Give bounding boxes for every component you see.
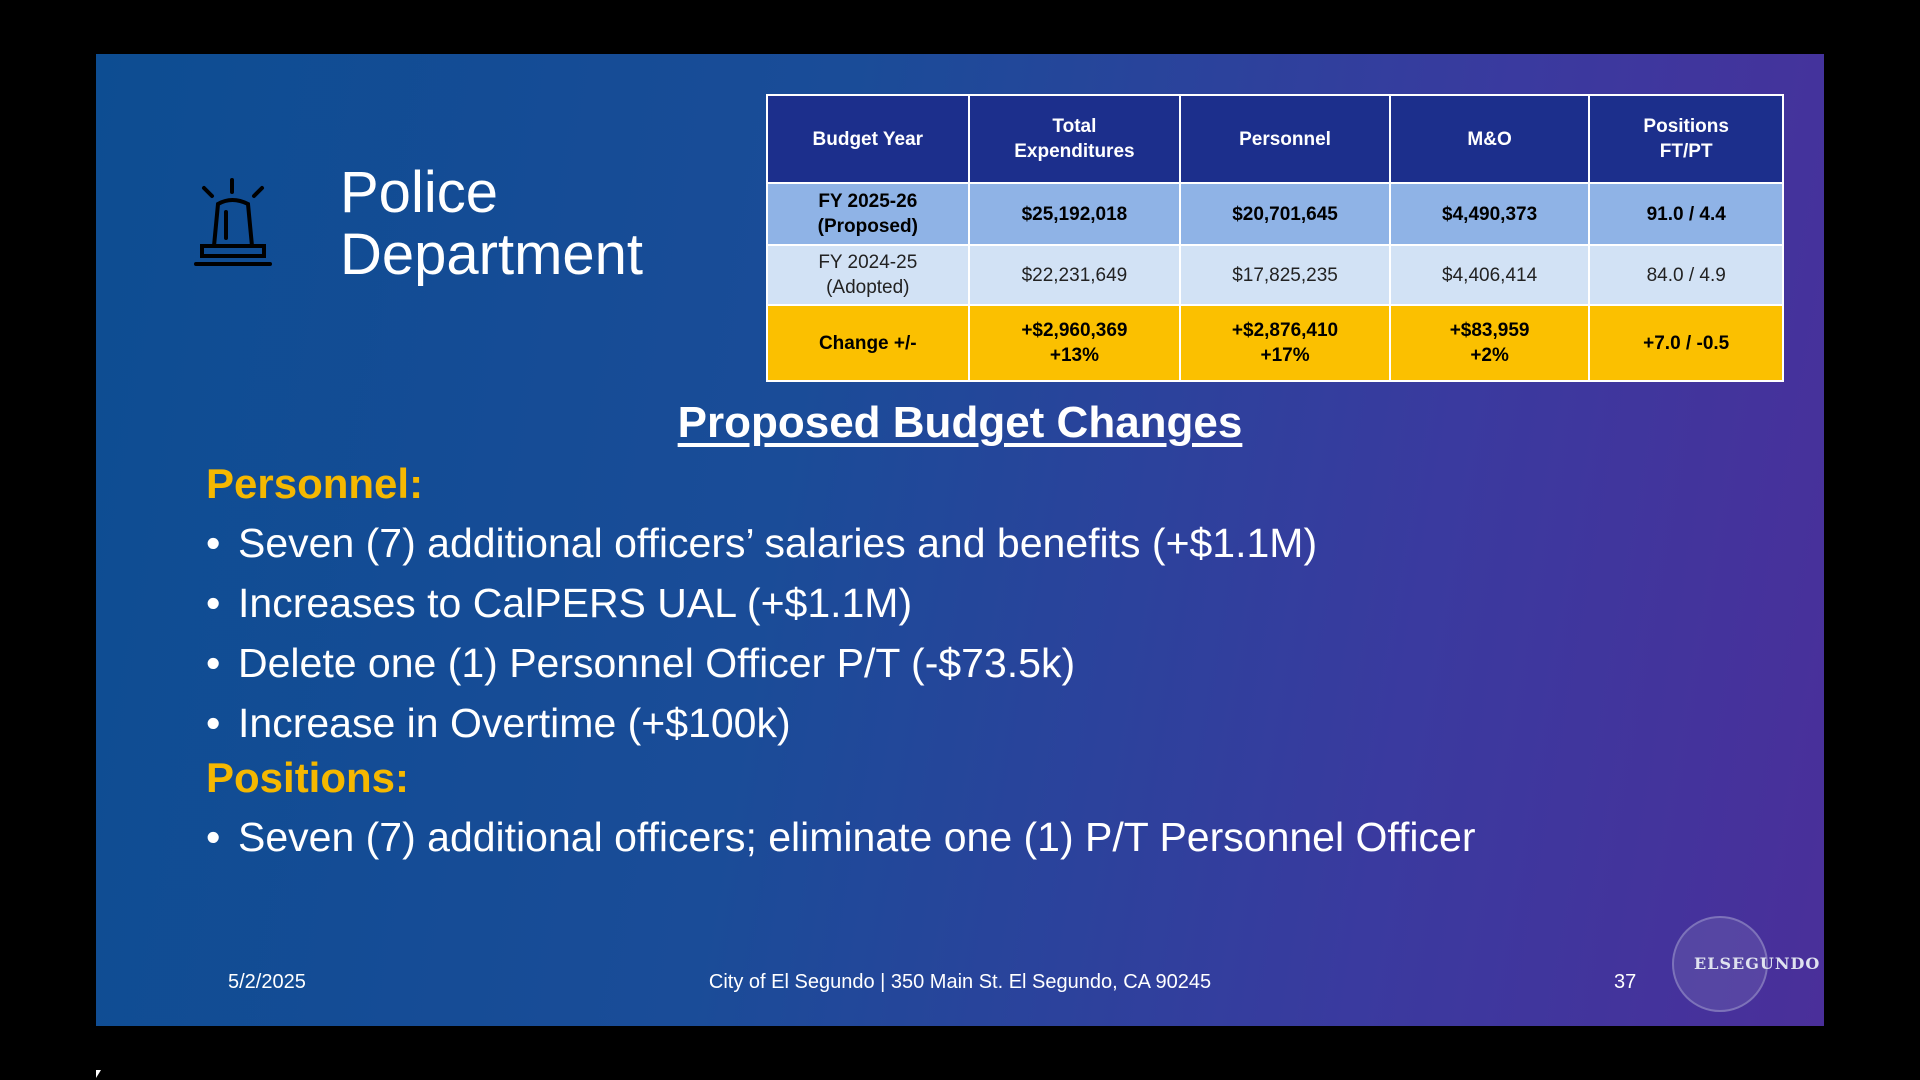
title-line-2: Department	[340, 222, 644, 287]
cell-change-mo	[1390, 305, 1590, 381]
cell-change-total	[969, 305, 1181, 381]
table-row	[767, 245, 1783, 305]
footer-date: 5/2/2025	[228, 971, 306, 993]
cell-change-positions: +7.0 / -0.5	[1589, 305, 1783, 381]
city-logo-text: ELSEGUNDO	[1694, 954, 1821, 973]
header-mo: M&O	[1390, 95, 1590, 183]
header-total-expenditures-text: Total Expenditures	[1014, 116, 1135, 162]
year-line-1: FY 2025-26	[818, 191, 918, 212]
list-item-text: Increases to CalPERS UAL (+$1.1M)	[238, 580, 913, 626]
siren-icon	[186, 176, 286, 276]
change-amount: +$2,876,410	[1231, 320, 1339, 341]
cell-change-label: Change +/-	[767, 305, 969, 381]
mouse-cursor-icon	[96, 1070, 101, 1078]
change-percent: +2%	[1470, 345, 1509, 366]
year-line-2: (Adopted)	[826, 277, 910, 298]
list-item: • Delete one (1) Personnel Officer P/T (-$73.5k)	[206, 640, 1076, 686]
list-item-text: Increase in Overtime (+$100k)	[238, 700, 791, 746]
change-amount: +$2,960,369	[1021, 320, 1128, 341]
header-budget-year: Budget Year	[767, 95, 969, 183]
page-number: 37	[1614, 971, 1637, 993]
presentation-slide	[96, 54, 1824, 1026]
cell-mo: $4,490,373	[1390, 183, 1590, 245]
positions-list	[206, 807, 1475, 867]
personnel-label: Personnel:	[206, 460, 424, 507]
list-item: • Increases to CalPERS UAL (+$1.1M)	[206, 580, 913, 626]
table-row	[767, 183, 1783, 245]
section-heading: Proposed Budget Changes	[677, 398, 1243, 447]
header-positions-text: Positions FT/PT	[1643, 116, 1729, 162]
list-item: • Seven (7) additional officers’ salaries and benefits (+$1.1M)	[206, 520, 1318, 566]
positions-label: Positions:	[206, 754, 410, 801]
page-title	[340, 162, 643, 286]
cell-personnel: $20,701,645	[1180, 183, 1390, 245]
change-percent: +13%	[1049, 345, 1099, 366]
budget-table	[766, 94, 1784, 382]
list-item-text: Seven (7) additional officers’ salaries and benefits (+$1.1M)	[238, 520, 1318, 566]
change-percent: +17%	[1260, 345, 1310, 366]
cell-total: $22,231,649	[969, 245, 1181, 305]
personnel-list	[206, 513, 1317, 753]
cell-positions: 91.0 / 4.4	[1589, 183, 1783, 245]
list-item-text: Delete one (1) Personnel Officer P/T (-$73.5k)	[238, 640, 1076, 686]
table-header-row	[767, 95, 1783, 183]
change-row	[767, 305, 1783, 381]
cell-budget-year	[767, 183, 969, 245]
cell-budget-year	[767, 245, 969, 305]
year-line-2: (Proposed)	[817, 216, 918, 237]
cell-change-personnel	[1180, 305, 1390, 381]
change-amount: +$83,959	[1449, 320, 1530, 341]
cell-total: $25,192,018	[969, 183, 1181, 245]
list-item-text: Seven (7) additional officers; eliminate one (1) P/T Personnel Officer	[238, 814, 1476, 860]
year-line-1: FY 2024-25	[818, 252, 918, 273]
cell-personnel: $17,825,235	[1180, 245, 1390, 305]
cell-positions: 84.0 / 4.9	[1589, 245, 1783, 305]
header-total-expenditures	[969, 95, 1181, 183]
header-positions	[1589, 95, 1783, 183]
footer-address: City of El Segundo | 350 Main St. El Segundo, CA 90245	[708, 971, 1212, 993]
list-item: • Increase in Overtime (+$100k)	[206, 700, 791, 746]
list-item: • Seven (7) additional officers; eliminate one (1) P/T Personnel Officer	[206, 814, 1476, 860]
title-line-1: Police	[340, 160, 498, 225]
cell-mo: $4,406,414	[1390, 245, 1590, 305]
header-personnel: Personnel	[1180, 95, 1390, 183]
